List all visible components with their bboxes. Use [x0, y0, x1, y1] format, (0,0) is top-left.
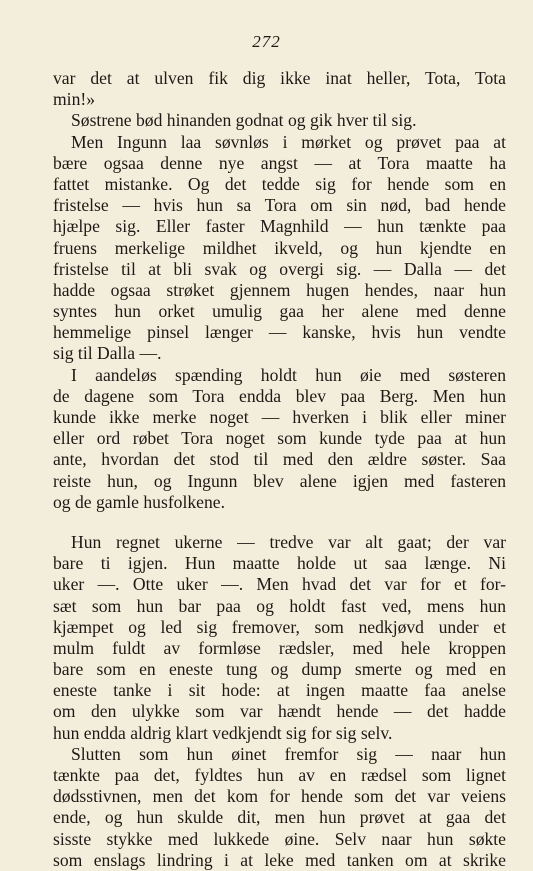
text-line: Søstrene bød hinanden godnat og gik hver til sig. [71, 110, 417, 131]
text-line: ende, og hun skulde dit, men hun prøvet at gaa det [53, 807, 506, 828]
text-line: sæt som hun bar paa og holdt fast ved, mens hun [53, 595, 506, 616]
text-line: sisste stykke med lukkede øine. Selv naar hun søkte [53, 828, 506, 849]
paragraph [53, 132, 506, 365]
text-line: reiste hun, og Ingunn blev alene igjen med fasteren [53, 470, 506, 491]
text-line: bære ogsaa denne nye angst — at Tora maatte ha [53, 152, 506, 173]
text-line: om den ulykke som var hændt hende — det hadde [53, 701, 506, 722]
text-line: hemmelige pinsel længer — kanske, hvis hun vendte [53, 322, 506, 343]
text-line: sig til Dalla —. [53, 343, 162, 364]
text-line: eneste tanke i sit hode: at ingen maatte faa anelse [53, 680, 506, 701]
text-line: fattet mistanke. Og det tedde sig for hende som en [53, 173, 506, 194]
text-line: bare som en eneste tung og dump smerte og med en [53, 659, 506, 680]
text-line: Hun regnet ukerne — tredve var alt gaat; der var [71, 531, 506, 552]
text-line: hjælpe sig. Eller faster Magnhild — hun tænkte paa [53, 216, 506, 237]
text-line: fristelse — hvis hun sa Tora om sin nød, bad hende [53, 195, 506, 216]
text-line: var det at ulven fik dig ikke inat heller, Tota, Tota [53, 68, 506, 88]
text-line: hun endda aldrig klart vedkjendt sig for sig selv. [53, 722, 393, 743]
text-line: dødsstivnen, men det kom for hende som det var veiens [53, 786, 506, 807]
text-line: I aandeløs spænding holdt hun øie med søsteren [71, 364, 506, 385]
page-number: 272 [252, 32, 281, 51]
text-line: uker —. Otte uker —. Men hvad det var for et for- [53, 574, 506, 595]
text-line: min!» [53, 89, 96, 110]
paragraph [53, 110, 506, 131]
text-line: tænkte paa det, fyldtes hun av en rædsel som lignet [53, 765, 506, 785]
text-line: Men Ingunn laa søvnløs i mørket og prøvet paa at [71, 131, 506, 152]
text-line: kunde ikke merke noget — hverken i blik eller miner [53, 407, 506, 427]
paragraph [53, 744, 506, 871]
text-line: og de gamle husfolkene. [53, 491, 225, 512]
text-line: kjæmpet og led sig fremover, som nedkjøvd under et [53, 616, 506, 637]
paragraph [53, 365, 506, 513]
body-text [53, 68, 506, 871]
text-line: Slutten som hun øinet fremfor sig — naar hun [71, 743, 506, 764]
text-line: de dagene som Tora endda blev paa Berg. Men hun [53, 385, 506, 406]
paragraph [53, 68, 506, 110]
text-line: bare ti igjen. Hun maatte holde ut saa længe. Ni [53, 553, 506, 574]
paragraph [53, 532, 506, 744]
text-line: syntes hun orket umulig gaa her alene med denne [53, 301, 506, 322]
text-line: fristelse til at bli svak og overgi sig. — Dalla — det [53, 258, 506, 279]
text-line: hadde ogsaa strøket gjennem hugen hendes, naar hun [53, 279, 506, 300]
text-line: eller ord røbet Tora noget som kunde tyde paa at hun [53, 428, 506, 449]
text-line: som enslags lindring i at leke med tanken om at skrike [53, 849, 506, 870]
text-line: fruens merkelige mildhet ikveld, og hun kjendte en [53, 237, 506, 258]
text-line: ante, hvordan det stod til med den ældre søster. Saa [53, 449, 506, 470]
text-line: mulm fuldt av formløse rædsler, med hele kroppen [53, 637, 506, 658]
